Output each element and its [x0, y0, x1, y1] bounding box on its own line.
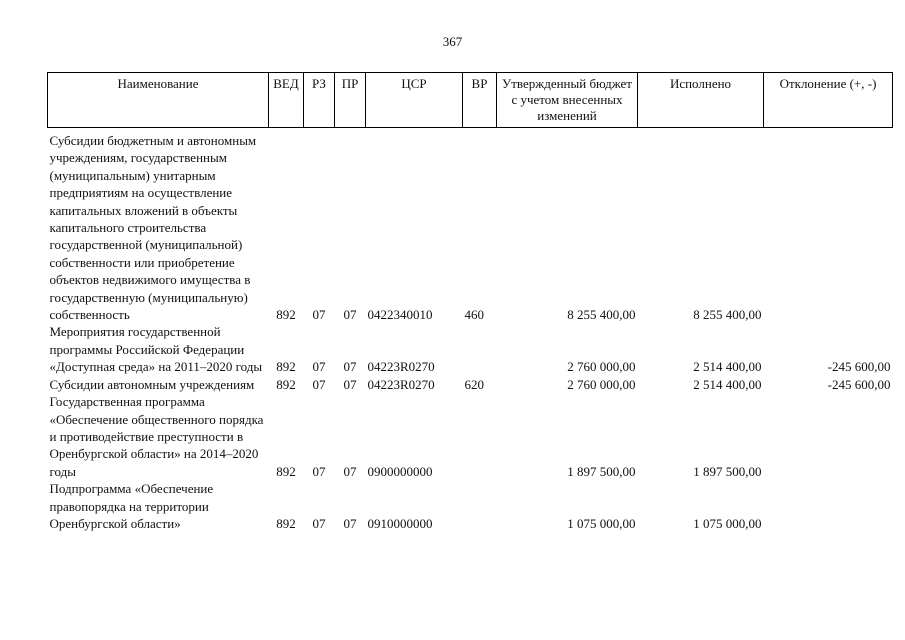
- col-header-csr: ЦСР: [366, 73, 463, 128]
- row-pr: 07: [343, 463, 357, 479]
- header-row: [48, 73, 893, 128]
- row-pr: 07: [343, 515, 357, 531]
- row-vr: [463, 393, 497, 480]
- row-name: Мероприятия государственной программы Российской Федерации «Доступная среда» на 2011–2020 годы: [49, 324, 263, 375]
- row-vr: 620: [464, 376, 484, 392]
- col-header-executed: Исполнено: [638, 73, 764, 128]
- row-executed: 8 255 400,00: [693, 307, 762, 323]
- row-executed: 2 514 400,00: [693, 359, 762, 375]
- row-pr: 07: [343, 376, 357, 392]
- row-rz: 07: [312, 376, 326, 392]
- row-name: Государственная программа «Обеспечение общественного порядка и противодействие преступности в Оренбургской области» на 2014–2020 годы: [49, 394, 264, 479]
- row-vr: [463, 480, 497, 532]
- row-name: Подпрограмма «Обеспечение правопорядка на территории Оренбургской области»: [49, 481, 214, 531]
- table-row: [48, 132, 893, 323]
- row-ved: 892: [276, 463, 296, 479]
- col-header-vr: ВР: [463, 73, 497, 128]
- row-name: Субсидии автономным учреждениям: [49, 376, 255, 392]
- row-rz: 07: [312, 359, 326, 375]
- row-deviation: [764, 480, 893, 532]
- row-pr: 07: [343, 307, 357, 323]
- col-header-pr: ПР: [335, 73, 366, 128]
- row-approved: 2 760 000,00: [567, 359, 636, 375]
- row-deviation: -245 600,00: [827, 359, 891, 375]
- col-header-approved: Утвержденный бюджет с учетом внесенных изменений: [497, 73, 638, 128]
- col-header-name: Наименование: [48, 73, 269, 128]
- table-row: [48, 480, 893, 532]
- row-pr: 07: [343, 359, 357, 375]
- row-rz: 07: [312, 307, 326, 323]
- table-row: [48, 376, 893, 393]
- row-deviation: -245 600,00: [827, 376, 891, 392]
- row-approved: 1 897 500,00: [567, 463, 636, 479]
- row-ved: 892: [276, 515, 296, 531]
- row-ved: 892: [276, 376, 296, 392]
- col-header-deviation: Отклонение (+, -): [764, 73, 893, 128]
- col-header-rz: РЗ: [304, 73, 335, 128]
- row-executed: 1 075 000,00: [693, 515, 762, 531]
- table-row: [48, 323, 893, 375]
- row-vr: [463, 323, 497, 375]
- budget-table: [47, 72, 893, 532]
- row-vr: 460: [464, 307, 484, 323]
- row-executed: 1 897 500,00: [693, 463, 762, 479]
- row-approved: 2 760 000,00: [567, 376, 636, 392]
- row-approved: 1 075 000,00: [567, 515, 636, 531]
- table-row: [48, 393, 893, 480]
- row-deviation: [764, 393, 893, 480]
- row-name: Субсидии бюджетным и автономным учреждениям, государственным (муниципальным) унитарным предприятиям на осуществление капитальных вложений в объекты капитального строительства государственной (муниципальной) собственности или приобретение объектов недвижимого имущества в государственную (муниципальную) собственность: [49, 133, 257, 323]
- row-csr: 04223R0270: [367, 376, 435, 392]
- row-rz: 07: [312, 515, 326, 531]
- col-header-ved: ВЕД: [269, 73, 304, 128]
- row-csr: 0910000000: [367, 515, 433, 531]
- row-ved: 892: [276, 307, 296, 323]
- row-csr: 04223R0270: [367, 359, 435, 375]
- row-approved: 8 255 400,00: [567, 307, 636, 323]
- page-number: 367: [442, 34, 463, 49]
- row-rz: 07: [312, 463, 326, 479]
- row-executed: 2 514 400,00: [693, 376, 762, 392]
- row-deviation: [764, 132, 893, 323]
- row-csr: 0422340010: [367, 307, 433, 323]
- row-ved: 892: [276, 359, 296, 375]
- row-csr: 0900000000: [367, 463, 433, 479]
